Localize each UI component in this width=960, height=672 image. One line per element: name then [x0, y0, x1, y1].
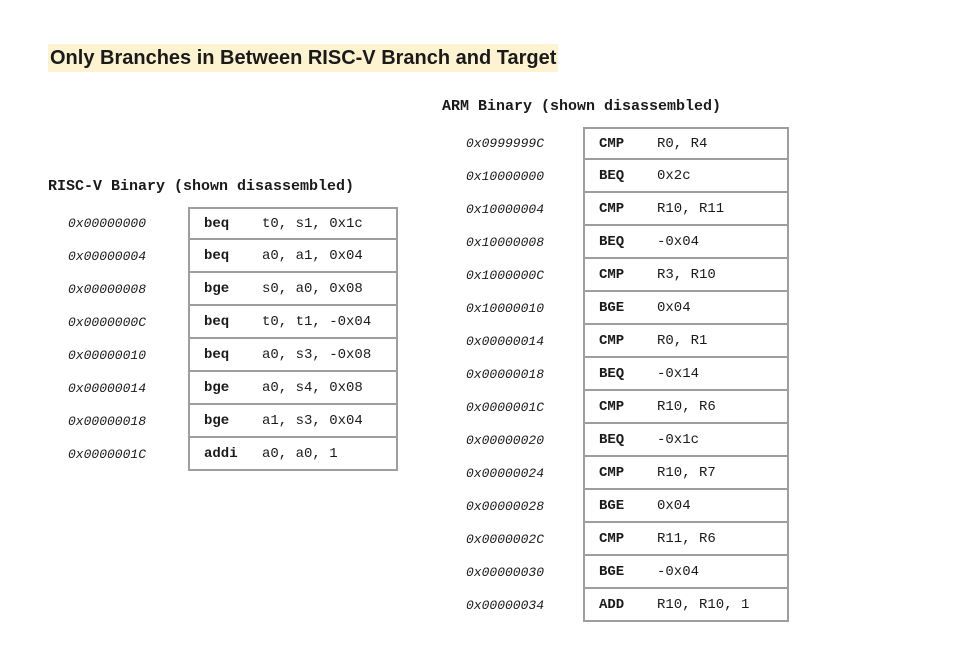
- instruction-cell: [188, 271, 398, 306]
- arm-disassembly-listing: [442, 127, 789, 622]
- instruction-opcode: BEQ: [599, 365, 625, 382]
- instruction-cell: [583, 127, 789, 160]
- arm-instruction-row: [442, 226, 789, 259]
- instruction-cell: [583, 521, 789, 556]
- instruction-address: 0x00000024: [466, 466, 545, 481]
- instruction-operands: a0, a1, 0x04: [262, 247, 363, 264]
- instruction-opcode: bge: [204, 280, 230, 297]
- instruction-address: 0x00000000: [68, 216, 147, 231]
- arm-instruction-row: [442, 127, 789, 160]
- instruction-address: 0x10000000: [466, 169, 545, 184]
- instruction-opcode: bge: [204, 379, 230, 396]
- instruction-operands: R0, R4: [657, 135, 708, 152]
- arm-instruction-row: [442, 193, 789, 226]
- arm-binary-heading: ARM Binary (shown disassembled): [442, 98, 722, 115]
- instruction-address: 0x00000018: [466, 367, 545, 382]
- page-title: Only Branches in Between RISC-V Branch and Target: [48, 44, 558, 72]
- instruction-operands: a0, s4, 0x08: [262, 379, 363, 396]
- instruction-operands: R0, R1: [657, 332, 708, 349]
- instruction-opcode: ADD: [599, 596, 625, 613]
- instruction-cell: [583, 323, 789, 358]
- instruction-operands: R10, R11: [657, 200, 725, 217]
- instruction-operands: 0x2c: [657, 167, 691, 184]
- instruction-operands: -0x04: [657, 233, 700, 250]
- instruction-cell: [188, 207, 398, 240]
- instruction-opcode: addi: [204, 445, 238, 462]
- instruction-address: 0x00000014: [68, 381, 147, 396]
- instruction-opcode: BEQ: [599, 431, 625, 448]
- riscv-instruction-row: [48, 207, 398, 240]
- instruction-cell: [583, 158, 789, 193]
- riscv-instruction-row: [48, 273, 398, 306]
- instruction-opcode: beq: [204, 247, 230, 264]
- instruction-cell: [583, 224, 789, 259]
- arm-instruction-row: [442, 523, 789, 556]
- instruction-opcode: BGE: [599, 299, 625, 316]
- instruction-cell: [188, 337, 398, 372]
- riscv-instruction-row: [48, 372, 398, 405]
- instruction-opcode: CMP: [599, 200, 625, 217]
- instruction-operands: a0, s3, -0x08: [262, 346, 372, 363]
- instruction-operands: 0x04: [657, 497, 691, 514]
- riscv-instruction-row: [48, 405, 398, 438]
- arm-instruction-row: [442, 490, 789, 523]
- arm-instruction-row: [442, 424, 789, 457]
- instruction-opcode: CMP: [599, 398, 625, 415]
- instruction-opcode: BGE: [599, 563, 625, 580]
- instruction-address: 0x00000014: [466, 334, 545, 349]
- instruction-cell: [583, 257, 789, 292]
- instruction-operands: R10, R6: [657, 398, 716, 415]
- instruction-operands: R10, R10, 1: [657, 596, 750, 613]
- instruction-cell: [188, 304, 398, 339]
- instruction-address: 0x1000000C: [466, 268, 545, 283]
- instruction-cell: [583, 587, 789, 622]
- instruction-opcode: bge: [204, 412, 230, 429]
- instruction-address: 0x00000010: [68, 348, 147, 363]
- instruction-cell: [583, 356, 789, 391]
- arm-instruction-row: [442, 292, 789, 325]
- instruction-opcode: CMP: [599, 266, 625, 283]
- instruction-address: 0x00000020: [466, 433, 545, 448]
- instruction-cell: [583, 191, 789, 226]
- instruction-cell: [583, 455, 789, 490]
- instruction-opcode: CMP: [599, 530, 625, 547]
- instruction-address: 0x0000000C: [68, 315, 147, 330]
- instruction-operands: 0x04: [657, 299, 691, 316]
- arm-instruction-row: [442, 259, 789, 292]
- arm-instruction-row: [442, 556, 789, 589]
- instruction-operands: R11, R6: [657, 530, 716, 547]
- instruction-opcode: BEQ: [599, 167, 625, 184]
- instruction-address: 0x00000008: [68, 282, 147, 297]
- instruction-operands: -0x04: [657, 563, 700, 580]
- instruction-cell: [583, 290, 789, 325]
- instruction-opcode: beq: [204, 215, 230, 232]
- instruction-operands: t0, t1, -0x04: [262, 313, 372, 330]
- riscv-instruction-row: [48, 306, 398, 339]
- instruction-cell: [583, 488, 789, 523]
- riscv-instruction-row: [48, 438, 398, 471]
- instruction-operands: a0, a0, 1: [262, 445, 338, 462]
- instruction-cell: [583, 422, 789, 457]
- instruction-cell: [188, 370, 398, 405]
- instruction-cell: [583, 389, 789, 424]
- instruction-address: 0x00000004: [68, 249, 147, 264]
- instruction-opcode: beq: [204, 313, 230, 330]
- instruction-operands: -0x14: [657, 365, 700, 382]
- instruction-address: 0x00000018: [68, 414, 147, 429]
- instruction-address: 0x0000001C: [466, 400, 545, 415]
- instruction-address: 0x00000034: [466, 598, 545, 613]
- instruction-address: 0x00000030: [466, 565, 545, 580]
- arm-instruction-row: [442, 325, 789, 358]
- instruction-address: 0x00000028: [466, 499, 545, 514]
- instruction-address: 0x10000010: [466, 301, 545, 316]
- arm-instruction-row: [442, 391, 789, 424]
- instruction-cell: [188, 238, 398, 273]
- instruction-address: 0x0000001C: [68, 447, 147, 462]
- riscv-binary-heading: RISC-V Binary (shown disassembled): [48, 178, 355, 195]
- instruction-opcode: CMP: [599, 332, 625, 349]
- instruction-cell: [583, 554, 789, 589]
- instruction-opcode: CMP: [599, 135, 625, 152]
- instruction-opcode: BGE: [599, 497, 625, 514]
- instruction-address: 0x10000008: [466, 235, 545, 250]
- instruction-operands: a1, s3, 0x04: [262, 412, 363, 429]
- arm-instruction-row: [442, 589, 789, 622]
- instruction-address: 0x10000004: [466, 202, 545, 217]
- riscv-instruction-row: [48, 339, 398, 372]
- instruction-operands: t0, s1, 0x1c: [262, 215, 363, 232]
- instruction-opcode: CMP: [599, 464, 625, 481]
- arm-instruction-row: [442, 358, 789, 391]
- instruction-operands: R3, R10: [657, 266, 716, 283]
- instruction-address: 0x0999999C: [466, 136, 545, 151]
- instruction-address: 0x0000002C: [466, 532, 545, 547]
- instruction-operands: -0x1c: [657, 431, 700, 448]
- instruction-operands: s0, a0, 0x08: [262, 280, 363, 297]
- arm-instruction-row: [442, 160, 789, 193]
- instruction-opcode: beq: [204, 346, 230, 363]
- riscv-instruction-row: [48, 240, 398, 273]
- instruction-cell: [188, 403, 398, 438]
- instruction-cell: [188, 436, 398, 471]
- arm-instruction-row: [442, 457, 789, 490]
- instruction-opcode: BEQ: [599, 233, 625, 250]
- instruction-operands: R10, R7: [657, 464, 716, 481]
- riscv-disassembly-listing: [48, 207, 398, 471]
